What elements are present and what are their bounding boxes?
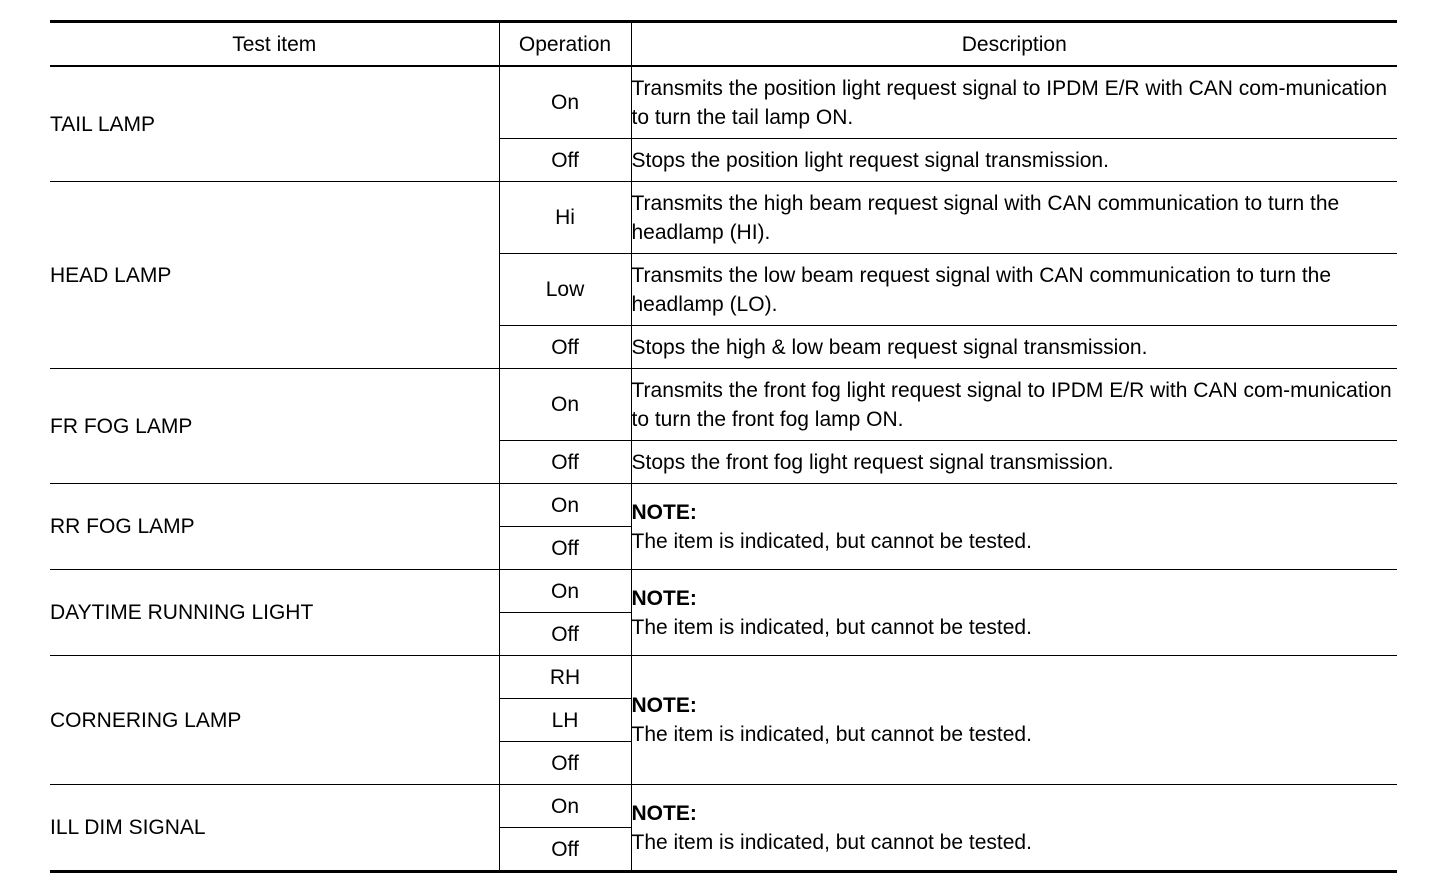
operation-cell: On bbox=[499, 484, 631, 527]
table-row bbox=[50, 182, 1397, 254]
test-item-cell: ILL DIM SIGNAL bbox=[50, 785, 499, 872]
operation-cell: On bbox=[499, 66, 631, 139]
table-row bbox=[50, 570, 1397, 613]
test-item-cell: CORNERING LAMP bbox=[50, 656, 499, 785]
description-cell: Transmits the high beam request signal with CAN communication to turn the headlamp (HI). bbox=[631, 182, 1397, 254]
note-label: NOTE: bbox=[631, 801, 697, 825]
operation-cell: LH bbox=[499, 699, 631, 742]
test-item-cell: RR FOG LAMP bbox=[50, 484, 499, 570]
note-label: NOTE: bbox=[631, 694, 697, 717]
test-item-cell: TAIL LAMP bbox=[50, 66, 499, 182]
operation-cell: Off bbox=[499, 742, 631, 785]
active-test-table-container bbox=[50, 20, 1397, 873]
note-text: The item is indicated, but cannot be tested. bbox=[631, 830, 1032, 854]
description-cell: Transmits the position light request signal to IPDM E/R with CAN com-munication to turn the tail lamp ON. bbox=[631, 66, 1397, 139]
table-row bbox=[50, 785, 1397, 828]
active-test-table bbox=[50, 20, 1397, 873]
note-text: The item is indicated, but cannot be tested. bbox=[631, 723, 1032, 746]
operation-cell: On bbox=[499, 369, 631, 441]
operation-cell: On bbox=[499, 785, 631, 828]
note-label: NOTE: bbox=[631, 500, 697, 524]
note-cell bbox=[631, 656, 1397, 785]
operation-cell: Hi bbox=[499, 182, 631, 254]
table-row bbox=[50, 484, 1397, 527]
description-cell: Stops the high & low beam request signal transmission. bbox=[631, 326, 1397, 369]
operation-cell: On bbox=[499, 570, 631, 613]
table-row bbox=[50, 66, 1397, 139]
test-item-cell: DAYTIME RUNNING LIGHT bbox=[50, 570, 499, 656]
operation-cell: Off bbox=[499, 527, 631, 570]
header-test-item: Test item bbox=[50, 22, 499, 67]
description-cell: Stops the position light request signal transmission. bbox=[631, 139, 1397, 182]
note-text: The item is indicated, but cannot be tested. bbox=[631, 529, 1032, 553]
header-operation: Operation bbox=[499, 22, 631, 67]
note-cell bbox=[631, 570, 1397, 656]
operation-cell: Off bbox=[499, 441, 631, 484]
header-description: Description bbox=[631, 22, 1397, 67]
note-label: NOTE: bbox=[631, 586, 697, 610]
test-item-cell: FR FOG LAMP bbox=[50, 369, 499, 484]
note-text: The item is indicated, but cannot be tested. bbox=[631, 615, 1032, 639]
description-cell: Transmits the front fog light request signal to IPDM E/R with CAN com-munication to turn the front fog lamp ON. bbox=[631, 369, 1397, 441]
table-row bbox=[50, 369, 1397, 441]
note-cell bbox=[631, 484, 1397, 570]
operation-cell: Off bbox=[499, 326, 631, 369]
description-cell: Transmits the low beam request signal with CAN communication to turn the headlamp (LO). bbox=[631, 254, 1397, 326]
table-row bbox=[50, 656, 1397, 699]
operation-cell: RH bbox=[499, 656, 631, 699]
note-cell bbox=[631, 785, 1397, 872]
operation-cell: Off bbox=[499, 139, 631, 182]
test-item-cell: HEAD LAMP bbox=[50, 182, 499, 369]
description-cell: Stops the front fog light request signal transmission. bbox=[631, 441, 1397, 484]
table-header-row bbox=[50, 22, 1397, 67]
operation-cell: Off bbox=[499, 613, 631, 656]
operation-cell: Off bbox=[499, 828, 631, 872]
operation-cell: Low bbox=[499, 254, 631, 326]
